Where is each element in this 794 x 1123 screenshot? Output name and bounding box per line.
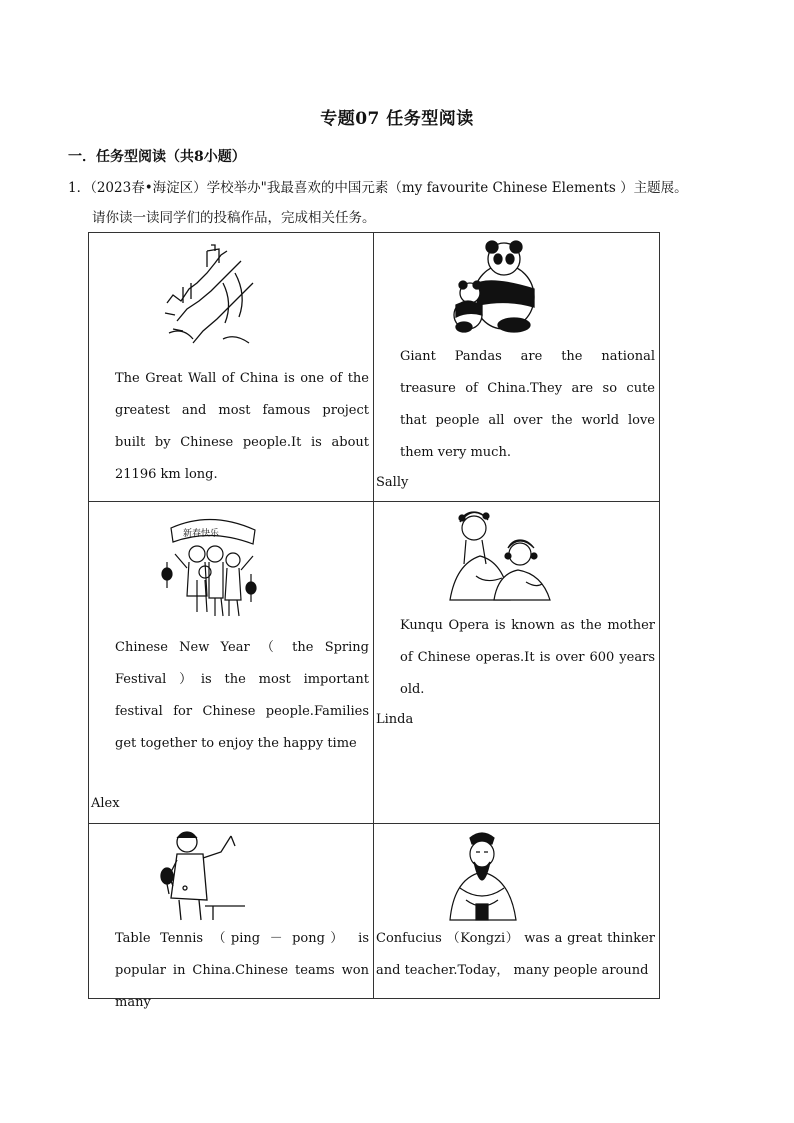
- pandas-text: Giant Pandas are the national treasure of China.They are so cute that people all over the world love them very much.: [400, 349, 655, 460]
- svg-text:新春快乐: 新春快乐: [183, 529, 220, 539]
- question-prompt-line-1: 1．（2023春•海淀区）学校举办"我最喜欢的中国元素（my favourite Chinese Elements ）主题展。: [68, 180, 688, 196]
- panda-illustration: [448, 239, 540, 333]
- great-wall-illustration: [163, 243, 257, 349]
- confucius-illustration: [446, 828, 520, 922]
- new-year-cell: [89, 502, 374, 824]
- great-wall-text: The Great Wall of China is one of the greatest and most famous project built by Chinese people.It is about 21196 km long.: [115, 371, 369, 482]
- table-row: [89, 502, 660, 824]
- table-row: [89, 824, 660, 999]
- great-wall-cell: [89, 233, 374, 502]
- new-year-author: Alex: [91, 796, 120, 811]
- kunqu-author: Linda: [376, 712, 414, 727]
- new-year-text: Chinese New Year （ the Spring Festival ）is the most important festival for Chinese people.Families get together to enjoy the happy time: [115, 640, 369, 751]
- page-title: 专题07 任务型阅读: [320, 109, 474, 129]
- pandas-cell: [374, 233, 660, 502]
- kunqu-cell: [374, 502, 660, 824]
- pandas-author: Sally: [376, 475, 409, 490]
- question-prompt-line-2: 请你读一读同学们的投稿作品，完成相关任务。: [92, 210, 376, 226]
- table-tennis-player-illustration: [159, 828, 245, 922]
- confucius-text: Confucius （Kongzi） was a great thinker and teacher.Today， many people around: [376, 931, 655, 978]
- table-tennis-text: Table Tennis （ping － pong） is popular in China.Chinese teams won many: [115, 931, 369, 1010]
- section-heading: 一．任务型阅读（共8小题）: [68, 149, 246, 165]
- confucius-cell: [374, 824, 660, 999]
- table-tennis-cell: [89, 824, 374, 1010]
- table-row: [89, 233, 660, 502]
- exhibit-table: [88, 232, 660, 1010]
- kunqu-text: Kunqu Opera is known as the mother of Chinese operas.It is over 600 years old.: [400, 618, 655, 697]
- kunqu-opera-illustration: [446, 504, 554, 604]
- new-year-family-illustration: [161, 508, 261, 622]
